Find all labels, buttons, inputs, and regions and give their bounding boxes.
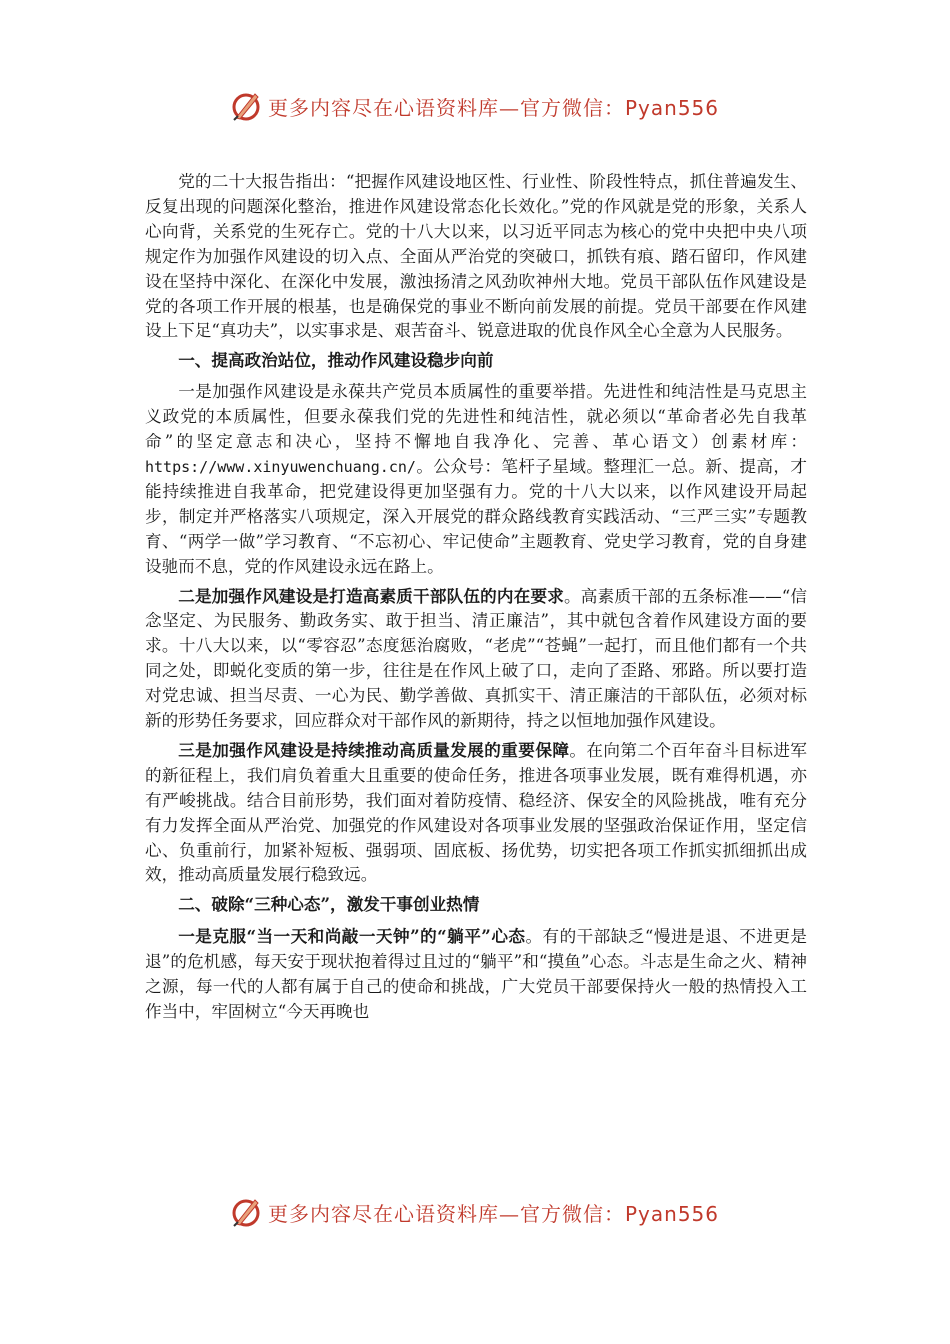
section-heading-2: 二、破除“三种心态”，激发干事创业热情 xyxy=(178,894,480,915)
paragraph-point-4-lead: 一是克服“当一天和尚敲一天钟”的“躺平”心态 xyxy=(178,926,526,947)
article-body xyxy=(145,170,807,1029)
paragraph-point-3-lead: 三是加强作风建设是持续推动高质量发展的重要保障 xyxy=(178,739,570,760)
banner-wechat-id: Pyan556 xyxy=(625,1201,720,1226)
banner-text xyxy=(268,1198,719,1227)
paragraph-point-4-text: 。有的干部缺乏“慢进是退、不进更是退”的危机感，每天安于现状抱着得过且过的“躺平”和“摸鱼”心态。斗志是生命之火、精神之源，每一代的人都有属于自己的使命和挑战，广大党员干部要保持火一般的热情投入工作当中，牢固树立“今天再晚也 xyxy=(145,927,807,1021)
banner-text xyxy=(268,92,719,121)
paragraph-point-1-text-a: 一是加强作风建设是永葆共产党员本质属性的重要举措。先进性和纯洁性是马克思主义政党的本质属性，但要永葆我们党的先进性和纯洁性，就必须以“革命者必先自我革命”的坚定意志和决心，坚持不懈地自我净化、完善、革心语文）创素材库： xyxy=(145,382,807,452)
paragraph-point-1 xyxy=(145,380,807,579)
paragraph-point-1-url: https://www.xinyuwenchuang.cn/ xyxy=(145,457,416,476)
banner-separator: — xyxy=(499,95,520,120)
banner-wechat-label: 官方微信： xyxy=(520,1201,625,1226)
header-watermark-banner xyxy=(228,86,719,126)
section-heading-1: 一、提高政治站位，推动作风建设稳步向前 xyxy=(178,350,494,371)
quill-circle-icon xyxy=(228,88,264,124)
paragraph-point-4 xyxy=(145,924,807,1025)
paragraph-point-2-lead: 二是加强作风建设是打造高素质干部队伍的内在要求 xyxy=(178,585,565,606)
banner-wechat-label: 官方微信： xyxy=(520,95,625,120)
paragraph-point-3 xyxy=(145,738,807,888)
paragraph-point-1-text-b: 。公众号：笔杆子星域。整理汇一总。新、提高，才能持续推进自我革命，把党建设得更加坚强有力。党的十八大以来，以作风建设开局起步，制定并严格落实八项规定，深入开展党的群众路线教育实践活动、“三严三实”专题教育、“两学一做”学习教育、“不忘初心、牢记使命”主题教育、党史学习教育，党的自身建设驰而不息，党的作风建设永远在路上。 xyxy=(145,456,807,576)
banner-separator: — xyxy=(499,1201,520,1226)
banner-wechat-id: Pyan556 xyxy=(625,95,720,120)
footer-watermark-banner xyxy=(228,1192,719,1232)
paragraph-intro: 党的二十大报告指出：“把握作风建设地区性、行业性、阶段性特点，抓住普遍发生、反复出现的问题深化整治，推进作风建设常态化长效化。”党的作风就是党的形象，关系人心向背，关系党的生死存亡。党的十八大以来，以习近平同志为核心的党中央把中央八项规定作为加强作风建设的切入点、全面从严治党的突破口，抓铁有痕、踏石留印，作风建设在坚持中深化、在深化中发展，激浊扬清之风劲吹神州大地。党员干部队伍作风建设是党的各项工作开展的根基，也是确保党的事业不断向前发展的前提。党员干部要在作风建设上下足“真功夫”，以实事求是、艰苦奋斗、锐意进取的优良作风全心全意为人民服务。 xyxy=(145,172,807,341)
banner-title: 更多内容尽在心语资料库 xyxy=(268,1201,499,1226)
paragraph-point-2-text: 。高素质干部的五条标准——“信念坚定、为民服务、勤政务实、敢于担当、清正廉洁”，其中就包含着作风建设方面的要求。十八大以来，以“零容忍”态度惩治腐败，“老虎”“苍蝇”一起打，而且他们都有一个共同之处，即蜕化变质的第一步，往往是在作风上破了口，走向了歪路、邪路。所以要打造对党忠诚、担当尽责、一心为民、勤学善做、真抓实干、清正廉洁的干部队伍，必须对标新的形势任务要求，回应群众对干部作风的新期待，持之以恒地加强作风建设。 xyxy=(145,586,808,731)
quill-circle-icon xyxy=(228,1194,264,1230)
banner-title: 更多内容尽在心语资料库 xyxy=(268,95,499,120)
paragraph-point-3-text: 。在向第二个百年奋斗目标进军的新征程上，我们肩负着重大且重要的使命任务，推进各项事业发展，既有难得机遇，亦有严峻挑战。结合目前形势，我们面对着防疫情、稳经济、保安全的风险挑战，唯有充分有力发挥全面从严治党、加强党的作风建设对各项事业发展的坚强政治保证作用，坚定信心、负重前行，加紧补短板、强弱项、固底板、扬优势，切实把各项工作抓实抓细抓出成效，推动高质量发展行稳致远。 xyxy=(145,740,808,885)
paragraph-point-2 xyxy=(145,584,807,734)
